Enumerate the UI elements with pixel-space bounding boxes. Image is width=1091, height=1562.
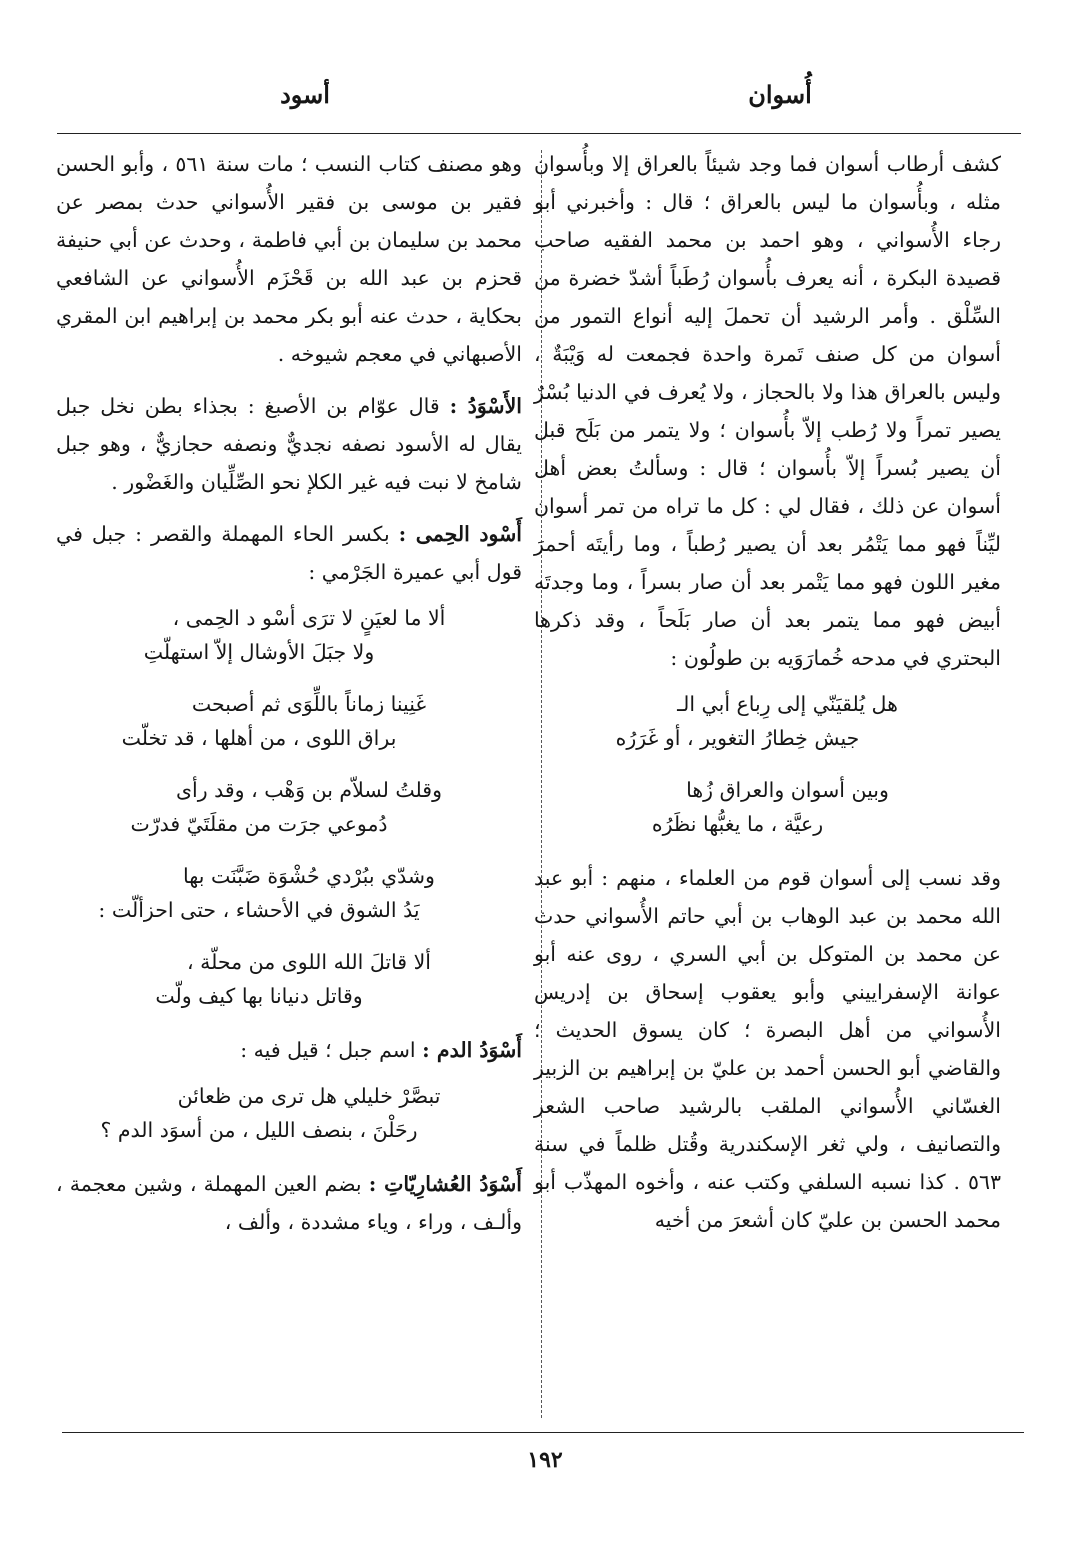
entry-text: بضم العين المهملة ، وشين معجمة ، وألـف ، وراء ، وياء مشددة ، وألف ،: [56, 1172, 522, 1234]
verse-hemistich: وشدّي ببُرْدي حُشْوَة ضَبَّنَت بها: [183, 864, 435, 888]
entry-text: اسم جبل ؛ قيل فيه :: [240, 1038, 416, 1062]
verse-block: [56, 601, 522, 1013]
verse-hemistich: براق اللوى ، من أهلها ، قد تخلّت: [121, 726, 397, 750]
entry-lemma: أَسْود الحِمى :: [398, 522, 522, 546]
verse-hemistich: تبصَّرْ خليلي هل ترى من ظعائن: [177, 1084, 441, 1108]
entry-text: بكسر الحاء المهملة والقصر : جبل في قول أبي عميرة الجَرْمي :: [56, 522, 522, 584]
paragraph: كشف أرطاب أسوان فما وجد شيئاً بالعراق إلا وبأُسوان مثله ، وبأُسوان ما ليس بالعراق ؛ قال : وأخبرني أبو رجاء الأُسواني ، وهو احمد بن محمد الفقيه صاحب قصيدة البكرة ، أنه يعرف بأُسوان رُطَباً أشدّ خضرة من السِّلْق . وأمر الرشيد أن تحملَ إليه أنواع التمور من أسوان من كل صنف تَمرة واحدة فجمعت له وَيْبَةٌ ، وليس بالعراق هذا ولا بالحجاز ، ولا يُعرف في الدنيا بُسْرٌ يصير تمراً ولا رُطب إلاّ بأُسوان ؛ ولا يتمر من بَلَح قبل أن يصير بُسراً إلاّ بأُسوان ؛ قال : وسألتُ بعض أهل أسوان عن ذلك ، فقال لي : كل ما تراه من تمر أسوان ليِّناً فهو مما يَتْمُر بعد أن يصير رُطباً ، وما رأيتَه أحمرَ مغير اللون فهو مما يَتْمر بعد أن صار بسراً ، وما وجدتَه أبيض فهو مما يتمر بعد أن صار بَلَحاً ، وقد ذكرها البحتري في مدحه خُمارَوَيه بن طولُون :: [534, 152, 1001, 670]
header-rule: [57, 133, 1021, 134]
verse-pair: [56, 687, 522, 755]
verse-hemistich: رعيَّة ، ما يغبُّها نظَرُه: [651, 812, 824, 836]
verse-pair: [56, 945, 522, 1013]
entry: [56, 1165, 522, 1241]
entry: [56, 515, 522, 591]
entry: [56, 1031, 522, 1069]
verse-hemistich: ألا قاتلَ الله اللوى من محلّة ،: [186, 950, 432, 974]
running-header-right: أُسوان: [748, 80, 812, 109]
entry-lemma: الأَسْوَدُ :: [449, 394, 522, 418]
footer-rule: [62, 1432, 1024, 1433]
verse-hemistich: غَنِينا زماناً باللِّوَى ثم أصبحت: [191, 692, 427, 716]
verse-pair: [56, 1079, 522, 1147]
verse-pair: [534, 773, 1001, 841]
verse-pair: [56, 859, 522, 927]
verse-pair: [56, 601, 522, 669]
verse-hemistich: رحَلْنَ ، بنصف الليل ، من أسوَد الدم ؟: [100, 1118, 418, 1142]
left-column: [56, 145, 522, 1241]
right-column: [534, 145, 1001, 1239]
verse-block: [56, 1079, 522, 1147]
verse-hemistich: وقلتُ لسلاّم بن وَهْب ، وقد رأى: [175, 778, 443, 802]
verse-pair: [534, 687, 1001, 755]
verse-hemistich: دُموعي جرَت من مقلَتَيّ فدرّت: [130, 812, 388, 836]
paragraph: وقد نسب إلى أسوان قوم من العلماء ، منهم : أبو عبد الله محمد بن عبد الوهاب بن أبي حاتم الأُسواني حدث عن محمد بن المتوكل بن أبي السري ، روى عنه أبو عوانة الإسفراييني وأبو يعقوب إسحاق بن إدريس الأُسواني من أهل البصرة ؛ كان يسوق الحديث ؛ والقاضي أبو الحسن أحمد بن عليّ بن إبراهيم بن الزبير الغسّاني الأُسواني الملقب بالرشيد صاحب الشعر والتصانيف ، ولي ثغر الإسكندرية وقُتل ظلماً في سنة ٥٦٣ . كذا نسبه السلفي وكتب عنه ، وأخوه المهذّب أبو محمد الحسن بن عليّ كان أشعرَ من أخيه: [534, 866, 1001, 1232]
verse-hemistich: وبين أسوان والعراق زُها: [686, 778, 889, 802]
verse-pair: [56, 773, 522, 841]
entry-lemma: أَسْوَدُ العُشارِيّاتِ :: [368, 1172, 522, 1196]
entry-lemma: أَسْوَدُ الدم :: [422, 1038, 522, 1062]
verse-block: [534, 687, 1001, 841]
verse-hemistich: ولا جبَلَ الأوشال إلاّ استهلّتِ: [143, 640, 375, 664]
verse-hemistich: جيش خِطارُ التغوير ، أو غَرَرُه: [615, 726, 860, 750]
paragraph: وهو مصنف كتاب النسب ؛ مات سنة ٥٦١ ، وأبو الحسن فقير بن موسى بن فقير الأُسواني حدث بمصر عن محمد بن سليمان بن أبي فاطمة ، وحدث عن أبي حنيفة قحزم بن عبد الله بن قَحْزَم الأُسواني عن الشافعي بحكاية ، حدث عنه أبو بكر محمد بن إبراهيم ابن المقري الأصبهاني في معجم شيوخه .: [56, 152, 523, 366]
entry-text: قال عوّام بن الأصبغ : بجذاء بطن نخل جبل يقال له الأسود نصفه نجديٌّ ونصفه حجازيٌّ ، وهو جبل شامخ لا نبت فيه غير الكلإ نحو الصِّلِّيان والغَضْور .: [56, 394, 522, 494]
verse-hemistich: هل يُلقيَنّي إلى رِباع أبي الـ: [677, 692, 898, 716]
running-header-left: أسود: [280, 80, 330, 109]
verse-hemistich: وقاتل دنيانا بها كيف ولّت: [155, 984, 363, 1008]
page-number: ١٩٢: [527, 1447, 563, 1473]
verse-hemistich: ألا ما لعيَنٍ لا ترَى أسْو د الحِمى ،: [172, 606, 446, 630]
entry: [56, 387, 522, 501]
verse-hemistich: يَدُ الشوق في الأحشاء ، حتى احزألّت :: [98, 898, 420, 922]
